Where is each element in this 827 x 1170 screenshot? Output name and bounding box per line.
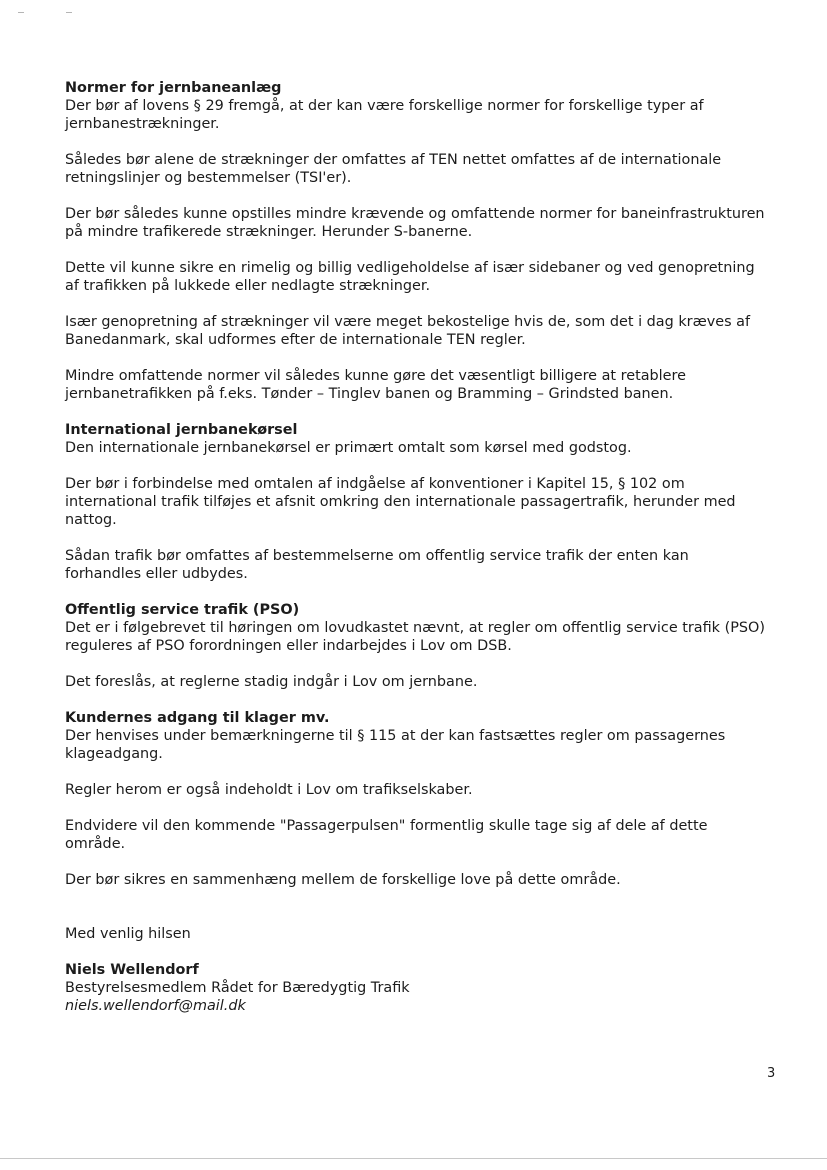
page-number: 3 <box>767 1066 776 1081</box>
paragraph: Endvidere vil den kommende "Passagerpulsen" formentlig skulle tage sig af dele af dette område. <box>65 818 708 852</box>
scan-corner-mark-left <box>18 12 24 13</box>
section-pso <box>65 601 765 691</box>
paragraph: Sådan trafik bør omfattes af bestemmelserne om offentlig service trafik der enten kan forhandles eller udbydes. <box>65 548 689 582</box>
paragraph: Der bør sikres en sammenhæng mellem de forskellige love på dette område. <box>65 872 621 888</box>
paragraph: Der bør i forbindelse med omtalen af indgåelse af konventioner i Kapitel 15, § 102 om international trafik tilføjes et afsnit omkring den internationale passagertrafik, herunder med nattog. <box>65 476 736 528</box>
paragraph: Det er i følgebrevet til høringen om lovudkastet nævnt, at regler om offentlig service trafik (PSO) reguleres af PSO forordningen eller indarbejdes i Lov om DSB. <box>65 620 765 654</box>
signature-name: Niels Wellendorf <box>65 962 199 978</box>
signature-email[interactable]: niels.wellendorf@mail.dk <box>65 998 246 1014</box>
closing-greeting: Med venlig hilsen <box>65 926 191 942</box>
section-heading: Offentlig service trafik (PSO) <box>65 602 300 618</box>
paragraph: Mindre omfattende normer vil således kunne gøre det væsentligt billigere at retablere jernbanetrafikken på f.eks. Tønder – Tinglev banen og Bramming – Grindsted banen. <box>65 368 686 402</box>
scan-corner-mark-right <box>66 12 72 13</box>
scan-edge-line <box>0 1158 827 1159</box>
paragraph: Der henvises under bemærkningerne til § 115 at der kan fastsættes regler om passagernes klageadgang. <box>65 728 726 762</box>
paragraph: Således bør alene de strækninger der omfattes af TEN nettet omfattes af de internationale retningslinjer og bestemmelser (TSI'er). <box>65 152 722 186</box>
section-international <box>65 421 765 583</box>
document-body <box>65 79 765 1015</box>
paragraph: Især genopretning af strækninger vil være meget bekostelige hvis de, som det i dag kræves af Banedanmark, skal udformes efter de internationale TEN regler. <box>65 314 751 348</box>
signature-block <box>65 961 765 1015</box>
paragraph: Det foreslås, at reglerne stadig indgår i Lov om jernbane. <box>65 674 478 690</box>
paragraph: Der bør af lovens § 29 fremgå, at der kan være forskellige normer for forskellige typer af jernbanestrækninger. <box>65 98 704 132</box>
section-klager <box>65 709 765 889</box>
paragraph: Der bør således kunne opstilles mindre krævende og omfattende normer for baneinfrastrukturen på mindre trafikerede strækninger. Herunder S-banerne. <box>65 206 765 240</box>
paragraph: Den internationale jernbanekørsel er primært omtalt som kørsel med godstog. <box>65 440 632 456</box>
section-heading: Kundernes adgang til klager mv. <box>65 710 330 726</box>
section-normer <box>65 79 765 403</box>
signature-title: Bestyrelsesmedlem Rådet for Bæredygtig Trafik <box>65 980 410 996</box>
section-heading: Normer for jernbaneanlæg <box>65 80 282 96</box>
paragraph: Dette vil kunne sikre en rimelig og billig vedligeholdelse af især sidebaner og ved genopretning af trafikken på lukkede eller nedlagte strækninger. <box>65 260 755 294</box>
section-heading: International jernbanekørsel <box>65 422 298 438</box>
paragraph: Regler herom er også indeholdt i Lov om trafikselskaber. <box>65 782 473 798</box>
